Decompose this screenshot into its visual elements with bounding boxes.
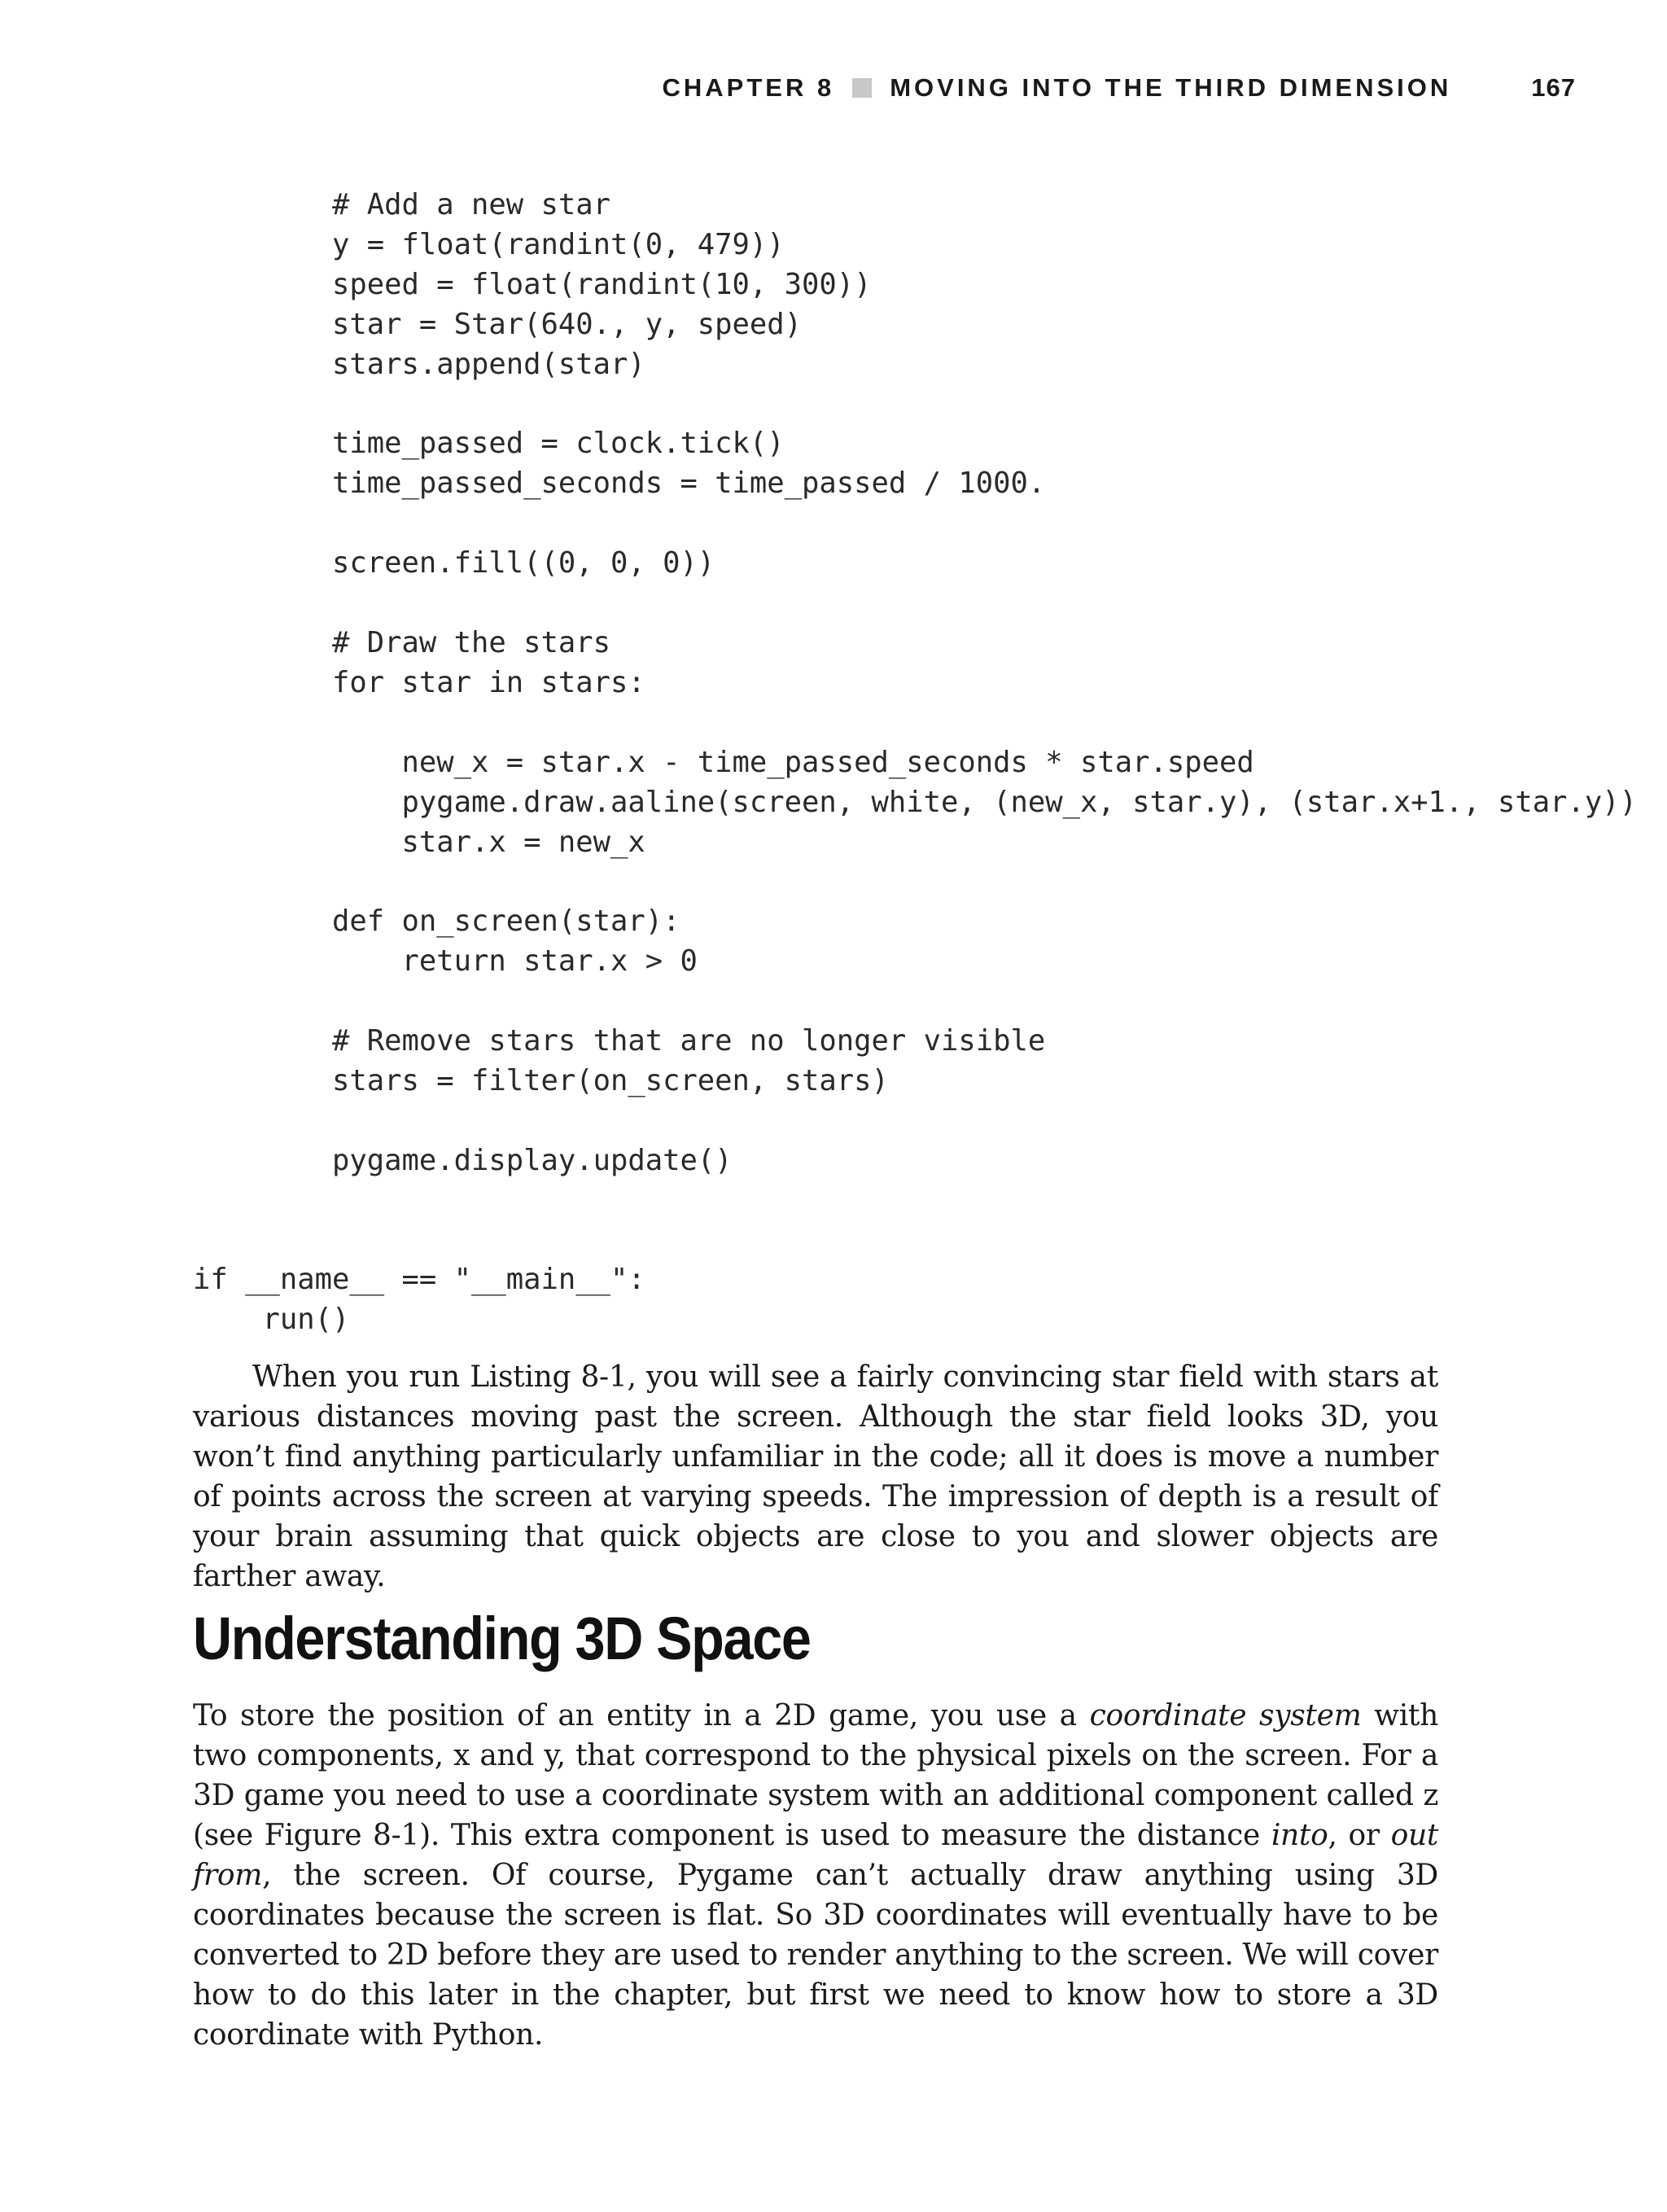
chapter-title: MOVING INTO THE THIRD DIMENSION	[890, 73, 1452, 102]
code-line: time_passed_seconds = time_passed / 1000.	[193, 466, 1046, 501]
code-line: stars = filter(on_screen, stars)	[193, 1063, 889, 1097]
code-line: if __name__ == "__main__":	[193, 1263, 645, 1297]
separator-square-icon	[852, 78, 872, 98]
body-paragraph-coordinates	[193, 1696, 1438, 2055]
running-head	[663, 73, 1577, 103]
chapter-label: CHAPTER 8	[662, 73, 835, 102]
emphasis-coordinate-system: coordinate system	[1089, 1699, 1362, 1732]
code-line: pygame.display.update()	[193, 1143, 733, 1177]
text-run: , or	[1328, 1819, 1391, 1852]
code-line: stars.append(star)	[193, 347, 645, 381]
text-run: To store the position of an entity in a 2D game, you use a	[193, 1699, 1090, 1732]
code-line: pygame.draw.aaline(screen, white, (new_x, star.y), (star.x+1., star.y))	[193, 785, 1637, 819]
body-paragraph: When you run Listing 8-1, you will see a fairly convincing star field with stars at various distances moving past the screen. Although the star field looks 3D, you won’t find anything particularly unfamiliar in the code; all it does is move a number of points across the screen at varying speeds. The impression of depth is a result of your brain assuming that quick objects are close to you and slower objects are farther away.	[193, 1360, 1438, 1593]
code-line: # Remove stars that are no longer visible	[193, 1024, 1046, 1058]
section-heading: Understanding 3D Space	[193, 1605, 811, 1672]
code-line: star.x = new_x	[193, 825, 645, 859]
text-run: with two components, x and y, that correspond to the physical pixels on the screen. For a 3D game you need to use a coordinate system with an additional component called z (see Figure 8-1). This extra component is used to measure the distance	[193, 1699, 1438, 1852]
code-line: time_passed = clock.tick()	[193, 427, 785, 461]
code-line: run()	[193, 1303, 350, 1337]
text-run: , the screen. Of course, Pygame can’t actually draw anything using 3D coordinates because the screen is flat. So 3D coordinates will eventually have to be converted to 2D before they are used to render anything to the screen. We will cover how to do this later in the chapter, but first we need to know how to store a 3D coordinate with Python.	[193, 1859, 1438, 2052]
code-line: new_x = star.x - time_passed_seconds * star.speed	[193, 745, 1254, 779]
code-line: star = Star(640., y, speed)	[193, 307, 803, 341]
emphasis-into: into	[1271, 1819, 1328, 1852]
page-number: 167	[1531, 73, 1576, 102]
emphasis-out-from: out from	[193, 1819, 1439, 1892]
code-line: y = float(randint(0, 479))	[193, 227, 785, 261]
code-line: speed = float(randint(10, 300))	[193, 267, 872, 301]
code-line: def on_screen(star):	[193, 905, 680, 939]
code-line: # Draw the stars	[193, 625, 610, 659]
code-listing	[193, 186, 1637, 1340]
code-line: # Add a new star	[193, 188, 610, 221]
code-line: return star.x > 0	[193, 944, 698, 979]
code-line: screen.fill((0, 0, 0))	[193, 546, 715, 580]
code-line: for star in stars:	[193, 665, 645, 699]
